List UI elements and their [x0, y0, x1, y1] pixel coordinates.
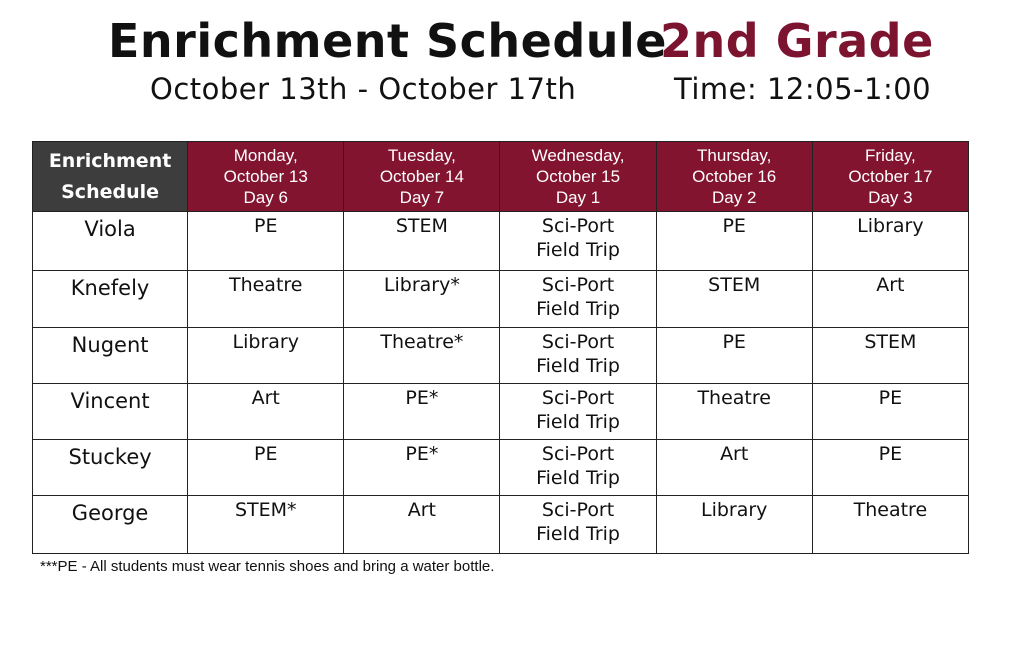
day-header-thursday [656, 142, 812, 212]
schedule-cell [344, 440, 500, 496]
schedule-cell [188, 271, 344, 328]
schedule-cell [656, 328, 812, 384]
class-label: STEM* [234, 499, 297, 521]
class-label: Theatre* [380, 331, 464, 353]
class-label-line2: Field Trip [536, 239, 620, 261]
table-row [33, 212, 969, 271]
table-row [33, 328, 969, 384]
table-row [33, 440, 969, 496]
schedule-cell [344, 496, 500, 554]
class-label: Theatre [697, 387, 771, 409]
schedule-cell [656, 384, 812, 440]
schedule-cell [188, 328, 344, 384]
day-date: October 16 [692, 166, 777, 186]
time-range: Time: 12:05-1:00 [674, 72, 932, 106]
day-number: Day 2 [711, 187, 757, 207]
schedule-cell [500, 384, 656, 440]
class-label-line2: Field Trip [536, 355, 620, 377]
schedule-cell [500, 496, 656, 554]
class-label: Library [857, 215, 924, 237]
class-label: PE [878, 443, 903, 465]
class-label: PE* [405, 387, 439, 409]
class-label: Sci-Port [541, 215, 615, 237]
class-label: Sci-Port [541, 387, 615, 409]
table-row [33, 496, 969, 554]
day-number: Day 7 [399, 187, 445, 207]
class-label: Sci-Port [541, 499, 615, 521]
class-label-line2: Field Trip [536, 298, 620, 320]
day-header-tuesday [344, 142, 500, 212]
schedule-cell [500, 440, 656, 496]
class-label: Art [876, 274, 905, 296]
schedule-cell [656, 271, 812, 328]
day-date: October 14 [379, 166, 464, 186]
day-header-friday [812, 142, 968, 212]
day-name: Friday, [865, 145, 916, 165]
schedule-cell [188, 212, 344, 271]
pe-footnote: ***PE - All students must wear tennis shoes and bring a water bottle. [40, 558, 495, 575]
day-number: Day 6 [243, 187, 288, 207]
schedule-cell [812, 328, 968, 384]
schedule-cell [656, 212, 812, 271]
class-label: Sci-Port [541, 274, 615, 296]
schedule-cell [344, 384, 500, 440]
class-label: Art [720, 443, 749, 465]
schedule-cell [812, 212, 968, 271]
class-label: PE [722, 331, 746, 353]
day-number: Day 1 [555, 187, 601, 207]
table-row [33, 271, 969, 328]
day-date: October 15 [535, 166, 621, 186]
day-header-wednesday [500, 142, 656, 212]
schedule-cell [500, 212, 656, 271]
day-header-monday [188, 142, 344, 212]
day-name: Wednesday, [531, 145, 625, 165]
schedule-cell [812, 496, 968, 554]
day-name: Monday, [233, 145, 298, 165]
schedule-cell [812, 271, 968, 328]
class-label: STEM [864, 331, 917, 353]
day-date: October 13 [223, 166, 308, 186]
schedule-cell [188, 496, 344, 554]
class-label: Theatre [853, 499, 928, 521]
day-name: Thursday, [697, 145, 772, 165]
class-label: Theatre [228, 274, 303, 296]
class-label: Library* [383, 274, 460, 296]
class-label: PE [254, 215, 278, 237]
page-title: Enrichment Schedule [108, 14, 668, 68]
corner-label-line1: Enrichment [48, 149, 172, 172]
schedule-table [32, 141, 969, 554]
class-label-line2: Field Trip [536, 467, 620, 489]
corner-label-line2: Schedule [61, 180, 160, 203]
schedule-cell [188, 440, 344, 496]
class-label: Art [407, 499, 437, 521]
schedule-cell [344, 212, 500, 271]
table-row [33, 384, 969, 440]
schedule-cell [500, 271, 656, 328]
schedule-cell [500, 328, 656, 384]
class-label: STEM [708, 274, 761, 296]
header-row [33, 142, 969, 212]
day-name: Tuesday, [387, 145, 456, 165]
day-date: October 17 [848, 166, 933, 186]
schedule-cell [188, 384, 344, 440]
day-number: Day 3 [868, 187, 913, 207]
corner-header [33, 142, 188, 212]
class-label: Art [251, 387, 280, 409]
schedule-cell [812, 384, 968, 440]
grade-label: 2nd Grade [660, 14, 934, 68]
schedule-cell [656, 440, 812, 496]
schedule-cell [812, 440, 968, 496]
date-range: October 13th - October 17th [150, 72, 577, 106]
class-label: PE [722, 215, 746, 237]
class-label: PE* [405, 443, 439, 465]
teacher-name: Stuckey [33, 440, 188, 496]
schedule-cell [656, 496, 812, 554]
class-label: STEM [395, 215, 448, 237]
class-label: PE [254, 443, 278, 465]
teacher-name: Knefely [33, 271, 188, 328]
class-label: Sci-Port [541, 331, 615, 353]
teacher-name: Nugent [33, 328, 188, 384]
class-label-line2: Field Trip [536, 411, 620, 433]
class-label: Library [700, 499, 768, 521]
schedule-cell [344, 271, 500, 328]
class-label: PE [878, 387, 903, 409]
class-label: Sci-Port [541, 443, 615, 465]
teacher-name: George [33, 496, 188, 554]
class-label-line2: Field Trip [536, 523, 620, 545]
schedule-cell [344, 328, 500, 384]
teacher-name: Vincent [33, 384, 188, 440]
title-row [0, 14, 1024, 74]
class-label: Library [232, 331, 299, 353]
teacher-name: Viola [33, 212, 188, 271]
